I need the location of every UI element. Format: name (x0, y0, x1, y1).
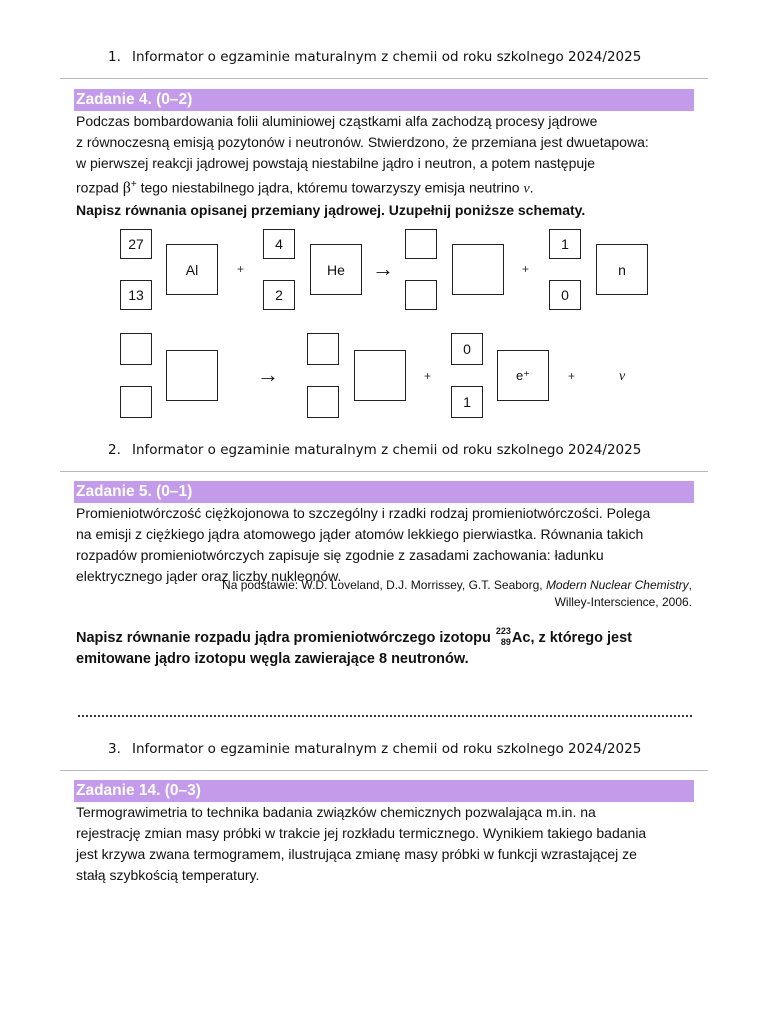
unstable-number-box[interactable] (120, 386, 152, 418)
source-header-3 (108, 741, 641, 757)
source-text: Informator o egzaminie maturalnym z chemii od roku szkolnego 2024/2025 (132, 442, 642, 458)
positron-symbol-box: e⁺ (497, 350, 549, 401)
daughter-mass-box[interactable] (307, 333, 339, 365)
plus-sign: + (424, 369, 432, 383)
source-text: Informator o egzaminie maturalnym z chemii od roku szkolnego 2024/2025 (132, 741, 642, 757)
intro-line: elektrycznego jąder oraz liczby nukleonów. (76, 568, 342, 584)
unstable-mass-box[interactable] (120, 333, 152, 365)
divider (60, 471, 708, 472)
nu-symbol: ν (523, 181, 530, 197)
source-text: Informator o egzaminie maturalnym z chemii od roku szkolnego 2024/2025 (132, 49, 642, 65)
task-4-intro (76, 111, 706, 200)
al-mass-box: 27 (120, 229, 152, 259)
plus-sign: + (237, 262, 245, 276)
intro-line: z równoczesną emisją pozytonów i neutronów. Stwierdzono, że przemiana jest dwuetapowa: (76, 134, 649, 150)
he-mass-box: 4 (263, 229, 295, 259)
task-14-title: Zadanie 14. (0–3) (74, 780, 694, 802)
beta-symbol: β (122, 179, 131, 197)
task-5-intro (76, 503, 706, 587)
intro-line: rejestrację zmian masy próbki w trakcie jej rozkładu termicznego. Wynikiem takiego badania (76, 825, 647, 841)
isotope-notation: 223 89 (495, 626, 511, 647)
reaction-arrow: → (257, 362, 279, 387)
source-number: 3. (108, 741, 121, 757)
al-number-box: 13 (120, 280, 152, 310)
divider (60, 770, 708, 771)
task-5-instruction: Napisz równanie rozpadu jądra promieniotwórczego izotopu 223 89 Ac, z którego jest emitowane jądro izotopu węgla zawierające 8 neutronów. (76, 626, 632, 667)
product-mass-box[interactable] (405, 229, 437, 259)
n-number-box: 0 (549, 280, 581, 310)
he-symbol-box: He (310, 244, 362, 295)
intro-line: rozpadów promieniotwórczych zapisuje się zgodnie z zasadami zachowania: ładunku (76, 547, 604, 563)
source-header-1 (108, 49, 641, 65)
positron-mass-box: 0 (451, 333, 483, 365)
source-header-2 (108, 442, 641, 458)
source-number: 2. (108, 442, 121, 458)
product-symbol-box[interactable] (452, 244, 504, 295)
task-4-instruction: Napisz równania opisanej przemiany jądrowej. Uzupełnij poniższe schematy. (76, 202, 586, 218)
plus-sign: + (522, 262, 530, 276)
n-mass-box: 1 (549, 229, 581, 259)
divider (60, 78, 708, 79)
neutrino-symbol: ν (619, 369, 626, 384)
plus-sign: + (568, 369, 576, 383)
intro-line: w pierwszej reakcji jądrowej powstają niestabilne jądro i neutron, a potem następuje (76, 155, 596, 171)
he-number-box: 2 (263, 280, 295, 310)
intro-line: na emisji z ciężkiego jądra atomowego jąder atomów lekkiego pierwiastka. Równania takich (76, 526, 644, 542)
n-symbol-box: n (596, 244, 648, 295)
intro-line: stałą szybkością temperatury. (76, 867, 260, 883)
task-4-title: Zadanie 4. (0–2) (74, 89, 694, 111)
citation: Na podstawie: W.D. Loveland, D.J. Morrissey, G.T. Seaborg, Modern Nuclear Chemistry, Willey-Interscience, 2006. (222, 578, 692, 609)
positron-number-box: 1 (451, 386, 483, 418)
al-symbol-box: Al (166, 244, 218, 295)
task-14-intro (76, 802, 706, 886)
unstable-symbol-box[interactable] (166, 350, 218, 401)
intro-line: Promieniotwórczość ciężkojonowa to szczególny i rzadki rodzaj promieniotwórczości. Polega (76, 505, 651, 521)
intro-line: Podczas bombardowania folii aluminiowej cząstkami alfa zachodzą procesy jądrowe (76, 113, 598, 129)
intro-line: Termograwimetria to technika badania związków chemicznych pozwalająca m.in. na (76, 804, 596, 820)
intro-line-last: rozpad β+ tego niestabilnego jądra, któremu towarzyszy emisja neutrino ν. (76, 179, 534, 197)
daughter-number-box[interactable] (307, 386, 339, 418)
product-number-box[interactable] (405, 280, 437, 310)
answer-line[interactable] (78, 715, 692, 717)
intro-line: jest krzywa zwana termogramem, ilustrująca zmianę masy próbki w funkcji wzrastającej ze (76, 846, 637, 862)
task-5-title: Zadanie 5. (0–1) (74, 481, 694, 503)
daughter-symbol-box[interactable] (354, 350, 406, 401)
reaction-arrow: → (372, 256, 394, 281)
source-number: 1. (108, 49, 121, 65)
